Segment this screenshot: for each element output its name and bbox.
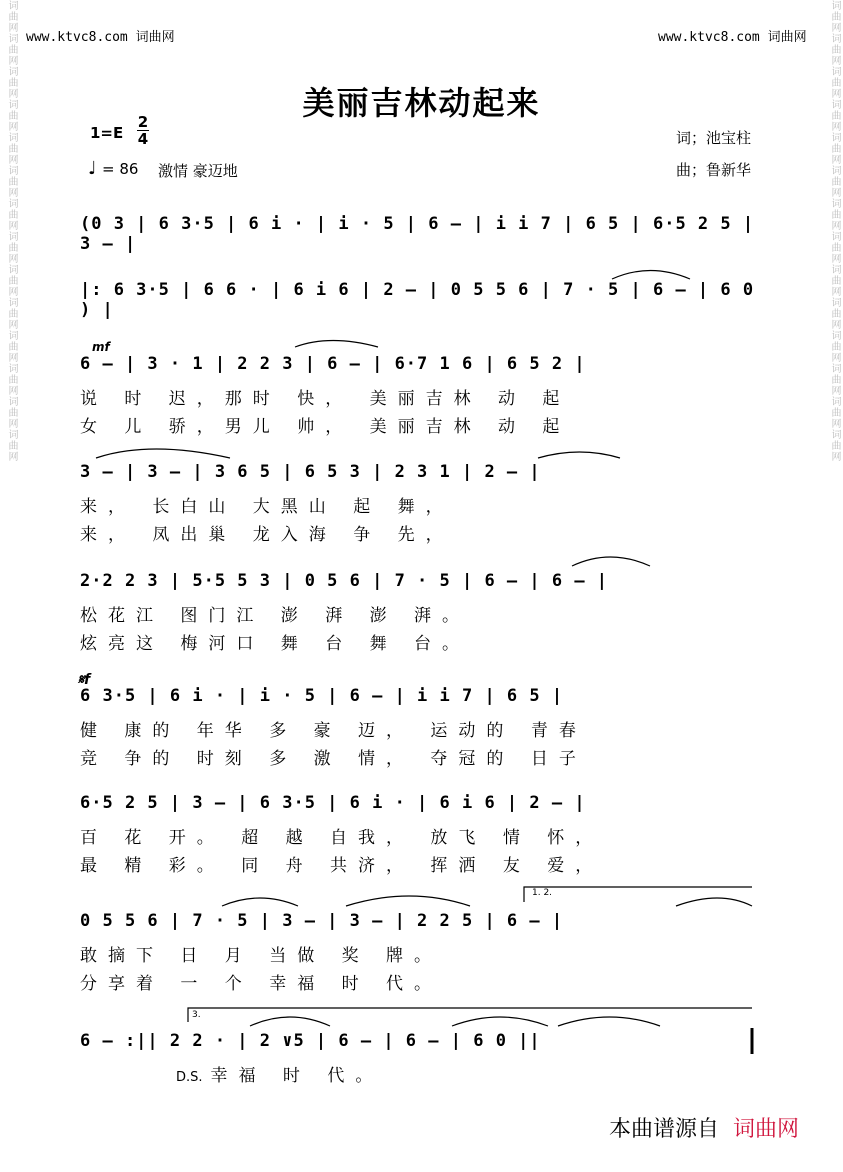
notes-row-3: 6 – | 3 · 1 | 2 2 3 | 6 – | 6·7 1 6 | 6 5 2 |: [80, 354, 586, 374]
key-signature: 1=E: [90, 124, 124, 142]
notes-row-7: 6·5 2 5 | 3 – | 6 3·5 | 6 i · | 6 i 6 | 2 – |: [80, 793, 586, 813]
notes-row-5: 2·2 2 3 | 5·5 5 3 | 0 5 6 | 7 · 5 | 6 – | 6 – |: [80, 571, 609, 591]
score-row-2: [80, 280, 760, 320]
source-brand-link[interactable]: 词曲网: [732, 1117, 799, 1142]
notes-row-9: 6 – :|| 2 2 · | 2 ∨5 | 6 – | 6 – | 6 0 ||: [80, 1031, 541, 1051]
slur-row4-a: [96, 449, 230, 458]
lyric-row-8-verse-2: 分享着 一 个 幸福 时 代。: [80, 974, 443, 994]
slur-row5: [572, 557, 650, 566]
volta-1-2-label: 1. 2.: [532, 888, 553, 898]
score-row-9: [80, 1031, 760, 1086]
segno-forte-marking: 𝄋f: [78, 672, 91, 688]
score-row-8: [80, 911, 760, 994]
time-signature-top: 2: [137, 113, 149, 131]
source-credit: [609, 1112, 799, 1143]
expression-marking: 激情 豪迈地: [158, 162, 238, 180]
slur-row8-c: [676, 898, 752, 906]
dynamic-mf: mf: [92, 340, 110, 354]
slur-row9-b: [452, 1017, 548, 1026]
side-watermark-left: 词曲网词曲网词曲网词曲网词曲网词曲网词曲网词曲网词曲网词曲网词曲网词曲网词曲网词曲网: [6, 0, 17, 462]
score-row-3: [80, 354, 760, 437]
lyricist-credit: 词；池宝柱: [676, 129, 752, 147]
slur-row4-b: [538, 452, 620, 458]
composer-credit: 曲；鲁新华: [676, 161, 752, 179]
lyric-row-6-verse-1: 健 康的 年华 多 豪 迈， 运动的 青春: [80, 721, 587, 741]
time-signature-bottom: 4: [137, 130, 149, 148]
ds-marking: D.S.: [176, 1070, 203, 1085]
score-row-1: [80, 214, 760, 254]
lyric-row-9: [80, 1061, 760, 1086]
header-url-right[interactable]: www.ktvc8.com 词曲网: [658, 30, 807, 45]
slur-row3: [295, 341, 378, 348]
lyric-row-7-verse-1: 百 花 开。 超 越 自我， 放飞 情 怀，: [80, 828, 604, 848]
score-row-6: [80, 686, 760, 769]
score-row-4: [80, 462, 760, 545]
lyric-row-4-verse-2: 来， 凤出巢 龙入海 争 先，: [80, 525, 454, 545]
notes-row-2: |: 6 3·5 | 6 6 · | 6 i 6 | 2 – | 0 5 5 6 | 7 · 5 | 6 – | 6 0 ) |: [80, 280, 755, 320]
notes-row-1: (0 3 | 6 3·5 | 6 i · | i · 5 | 6 – | i i 7 | 6 5 | 6·5 2 5 | 3 – |: [80, 214, 755, 254]
volta-bracket-1-2: [524, 887, 752, 902]
quarter-note-icon: ♩: [88, 158, 97, 179]
time-signature: [137, 114, 149, 147]
lyric-row-4-verse-1: 来， 长白山 大黑山 起 舞，: [80, 497, 454, 517]
lyric-row-8-verse-1: 敢摘下 日 月 当做 奖 牌。: [80, 946, 443, 966]
slur-row2: [612, 271, 690, 280]
source-label: 本曲谱源自: [608, 1117, 719, 1142]
notes-row-4: 3 – | 3 – | 3 6 5 | 6 5 3 | 2 3 1 | 2 – |: [80, 462, 541, 482]
volta-bracket-3: [188, 1008, 752, 1022]
slur-row8-a: [222, 898, 298, 906]
lyric-row-5-verse-2: 炫亮这 梅河口 舞 台 舞 台。: [80, 634, 471, 654]
lyric-row-7-verse-2: 最 精 彩。 同 舟 共济， 挥洒 友 爱，: [80, 856, 604, 876]
slur-row9-c: [558, 1017, 660, 1026]
notes-row-8: 0 5 5 6 | 7 · 5 | 3 – | 3 – | 2 2 5 | 6 – |: [80, 911, 564, 931]
header-url-left[interactable]: www.ktvc8.com 词曲网: [26, 30, 175, 45]
notes-row-6: 6 3·5 | 6 i · | i · 5 | 6 – | i i 7 | 6 5 |: [80, 686, 564, 706]
score-row-5: [80, 571, 760, 654]
lyric-row-6-verse-2: 竞 争的 时刻 多 激 情， 夺冠的 日子: [80, 749, 587, 769]
score-row-7: [80, 793, 760, 876]
lyric-row-3-verse-1: 说 时 迟，那时 快， 美丽吉林 动 起: [80, 389, 571, 409]
volta-3-label: 3.: [192, 1010, 201, 1020]
lyric-row-9-verse-1: 幸福 时 代。: [210, 1066, 384, 1086]
lyric-row-3-verse-2: 女 儿 骄，男儿 帅， 美丽吉林 动 起: [80, 417, 571, 437]
tempo-marking: = 86: [102, 160, 139, 178]
lyric-row-5-verse-1: 松花江 图门江 澎 湃 澎 湃。: [80, 606, 471, 626]
slur-row8-b: [346, 896, 470, 906]
song-title: 美丽吉林动起来: [302, 84, 541, 122]
side-watermark-right: 词曲网词曲网词曲网词曲网词曲网词曲网词曲网词曲网词曲网词曲网词曲网词曲网词曲网词曲网: [829, 0, 840, 462]
slur-row9-a: [250, 1017, 330, 1026]
